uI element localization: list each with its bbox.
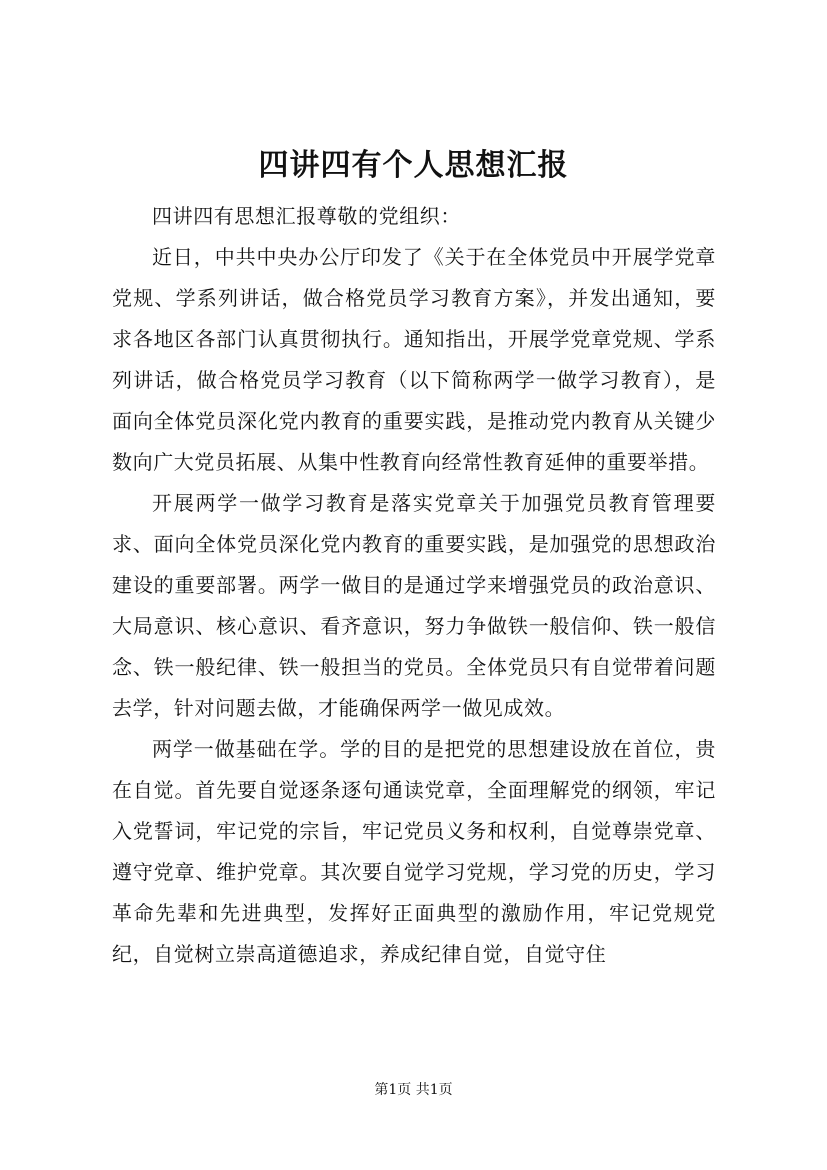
document-body — [112, 196, 716, 975]
body-paragraph-1: 近日，中共中央办公厅印发了《关于在全体党员中开展学党章党规、学系列讲话，做合格党员学习教育方案》，并发出通知，要求各地区各部门认真贯彻执行。通知指出，开展学党章党规、学系列讲话，做合格党员学习教育（以下简称两学一做学习教育），是面向全体党员深化党内教育的重要实践，是推动党内教育从关键少数向广大党员拓展、从集中性教育向经常性教育延伸的重要举措。 — [112, 245, 716, 474]
salutation-paragraph: 四讲四有思想汇报尊敬的党组织： — [152, 204, 461, 228]
body-paragraph-2: 开展两学一做学习教育是落实党章关于加强党员教育管理要求、面向全体党员深化党内教育的重要实践，是加强党的思想政治建设的重要部署。两学一做目的是通过学来增强党员的政治意识、大局意识、核心意识、看齐意识，努力争做铁一般信仰、铁一般信念、铁一般纪律、铁一般担当的党员。全体党员只有自觉带着问题去学，针对问题去做，才能确保两学一做见成效。 — [112, 491, 716, 720]
body-paragraph-3: 两学一做基础在学。学的目的是把党的思想建设放在首位，贵在自觉。首先要自觉逐条逐句通读党章，全面理解党的纲领，牢记入党誓词，牢记党的宗旨，牢记党员义务和权利，自觉尊崇党章、遵守党章、维护党章。其次要自觉学习党规，学习党的历史，学习革命先辈和先进典型，发挥好正面典型的激励作用，牢记党规党纪，自觉树立崇高道德追求，养成纪律自觉，自觉守住 — [112, 737, 716, 966]
document-title: 四讲四有个人思想汇报 — [258, 148, 569, 183]
page-number-footer: 第1页 共1页 — [374, 1082, 453, 1098]
